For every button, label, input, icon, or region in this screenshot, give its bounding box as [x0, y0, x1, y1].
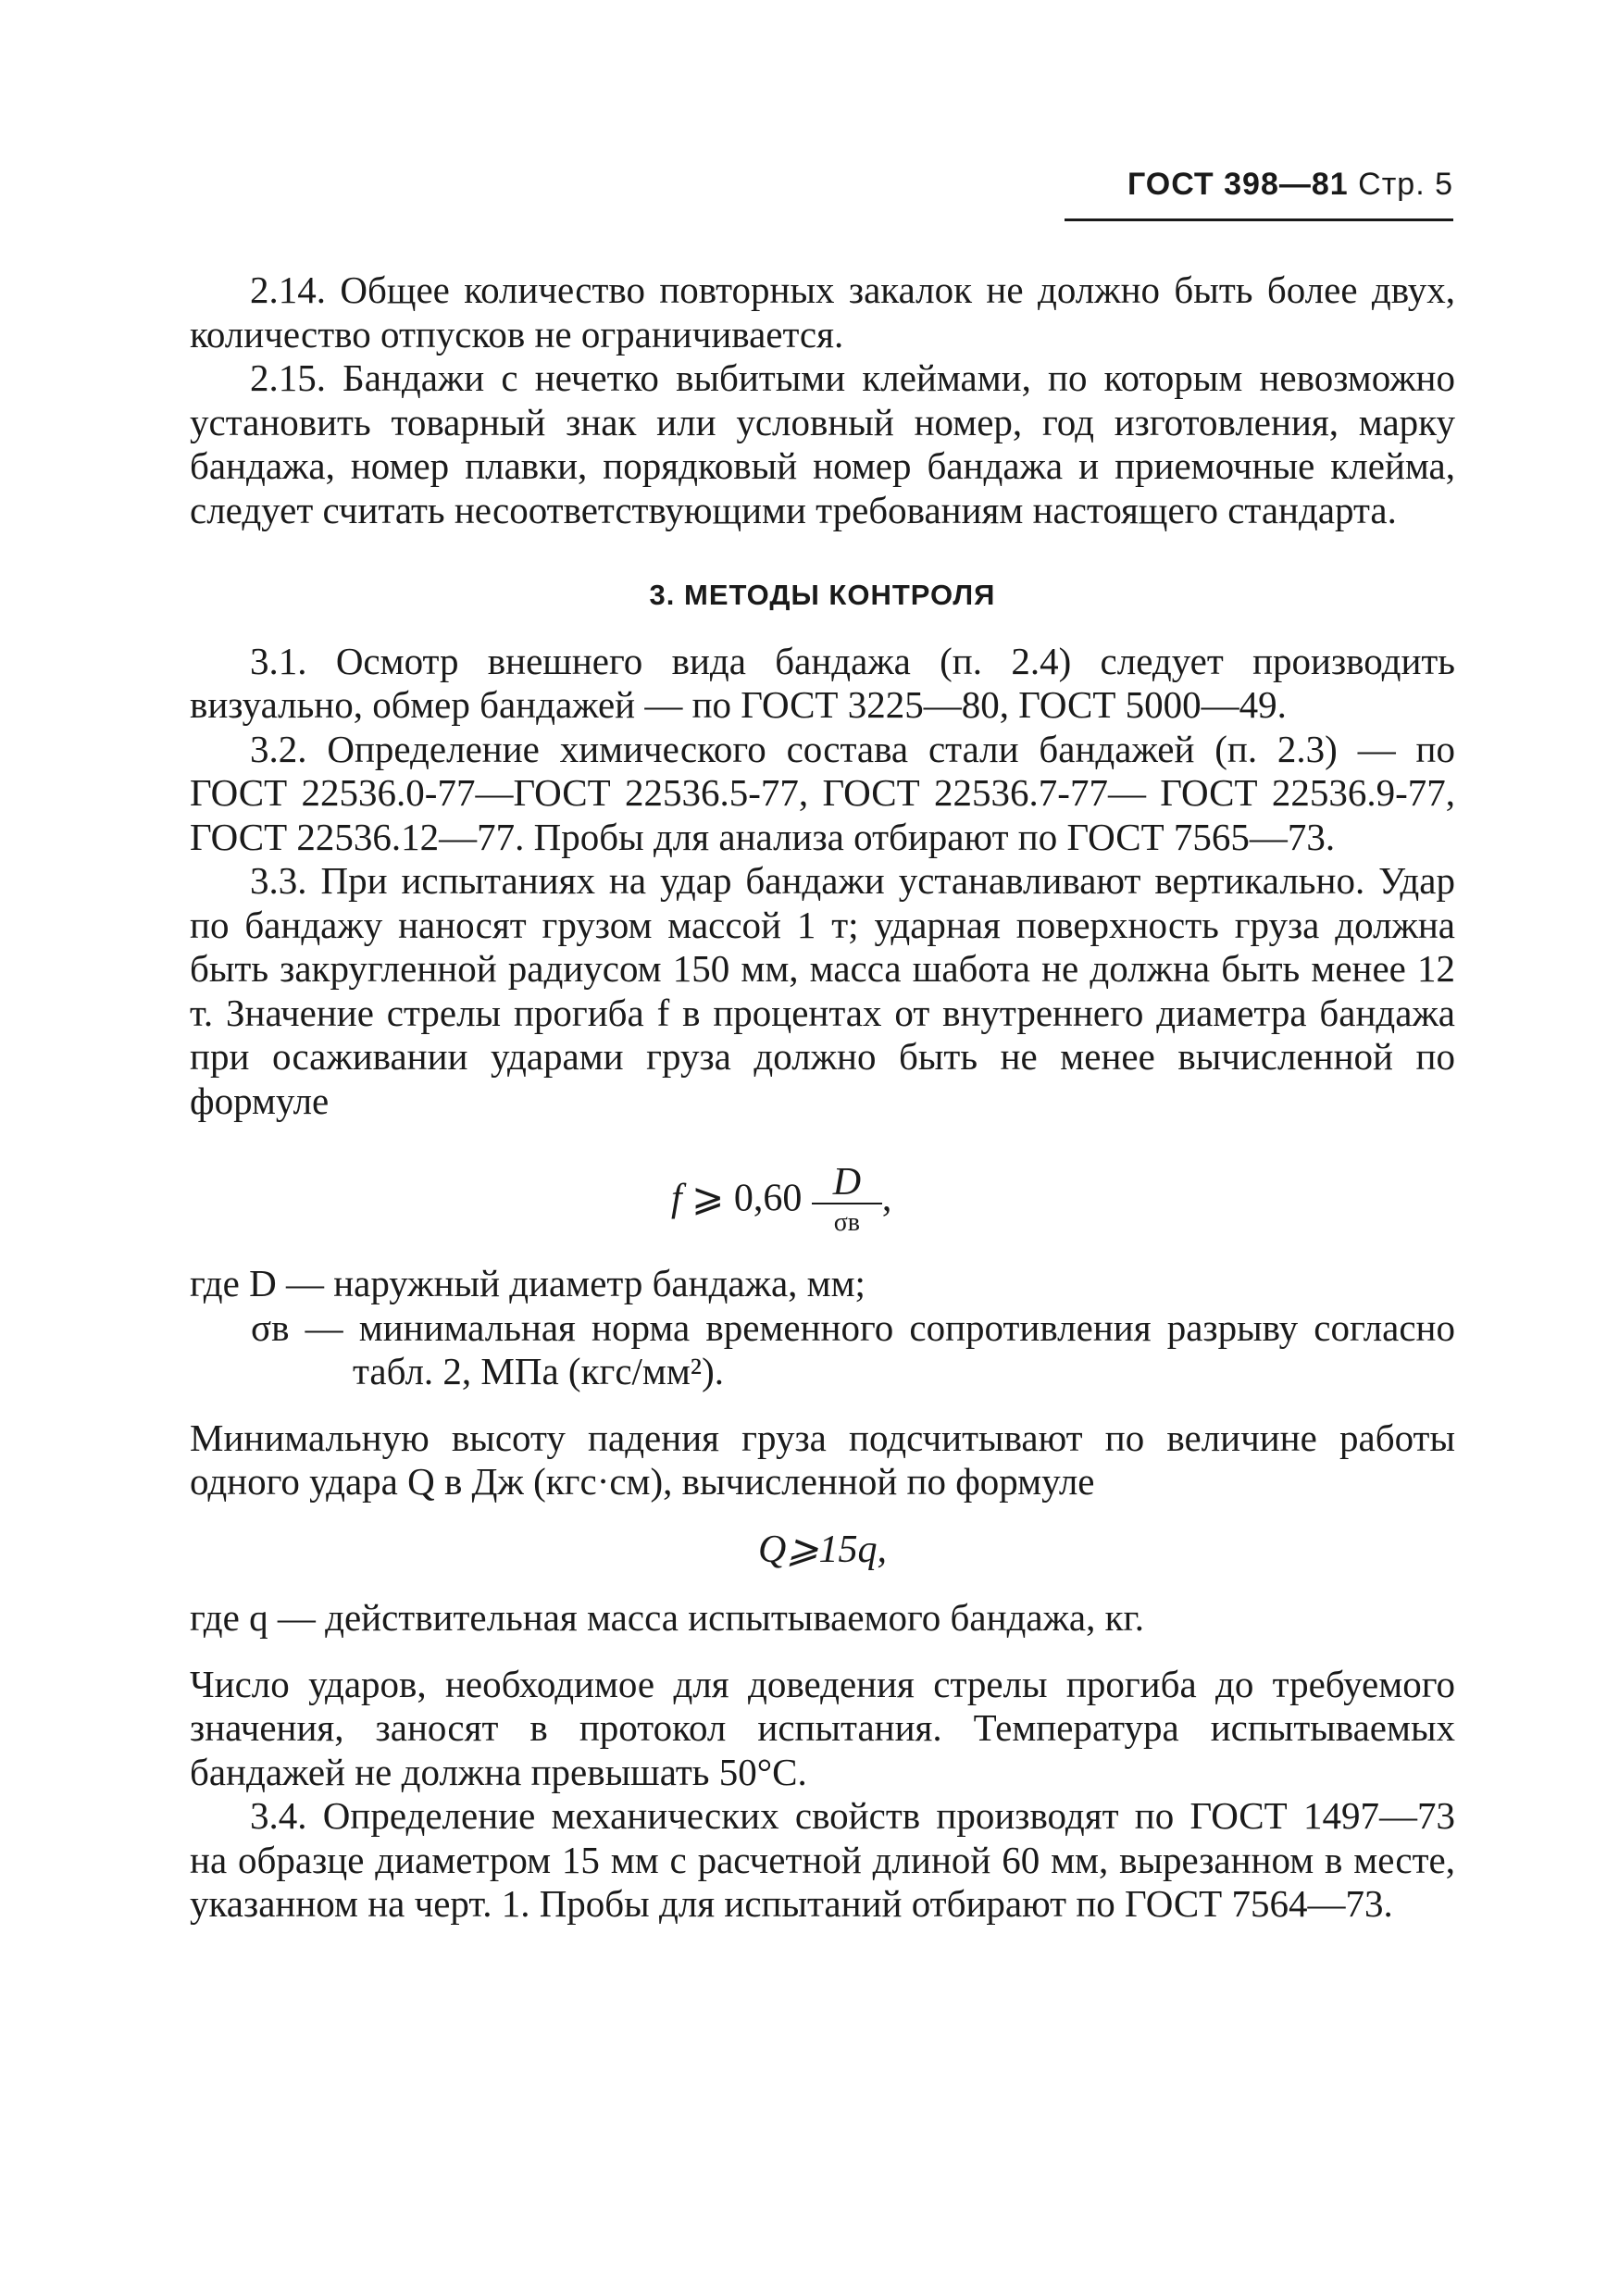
formula-fraction [812, 1162, 882, 1242]
page-header [1065, 167, 1453, 203]
formula-coefficient: 0,60 [733, 1177, 803, 1220]
spacer [190, 1641, 1455, 1663]
paragraph-impacts: Число ударов, необходимое для доведения стрелы прогиба до требуемого значения, заносят в протокол испытания. Температура испытываемых бандажей не должна превышать 50°С. [190, 1662, 1455, 1793]
paragraph-min-height: Минимальную высоту падения груза подсчитывают по величине работы одного удара Q в Дж (кгс·см), вычисленной по формуле [190, 1416, 1455, 1503]
formula-tail: , [881, 1177, 892, 1220]
paragraph-3-1: 3.1. Осмотр внешнего вида бандажа (п. 2.4) следует производить визуально, обмер бандажей — по ГОСТ 3225—80, ГОСТ 5000—49. [190, 639, 1455, 726]
paragraph-3-4: 3.4. Определение механических свойств производят по ГОСТ 1497—73 на образце диаметром 15 мм с расчетной длиной 60 мм, вырезанном в месте, указанном на черт. 1. Пробы для испытаний отбирают по ГОСТ 7564—73. [190, 1794, 1455, 1925]
paragraph-2-15: 2.15. Бандажи с нечетко выбитыми клеймами, по которым невозможно установить товарный знак или условный номер, год изготовления, марку бандажа, номер плавки, порядковый номер бандажа и приемочные клейма, следует считать несоответствующими требованиям настоящего стандарта. [190, 356, 1455, 531]
formula-impact-energy: Q⩾15q, [757, 1528, 888, 1571]
formula-deflection [190, 1151, 1455, 1240]
paragraph-3-3: 3.3. При испытаниях на удар бандажи устанавливают вертикально. Удар по бандажу наносят грузом массой 1 т; ударная поверхность груза должна быть закругленной радиусом 150 мм, масса шабота не должна быть менее 12 т. Значение стрелы прогиба f в процентах от внутреннего диаметра бандажа при осаживании ударами груза должно быть не менее вычисленной по формуле [190, 859, 1455, 1122]
paragraph-3-2: 3.2. Определение химического состава стали бандажей (п. 2.3) — по ГОСТ 22536.0-77—ГОСТ 22536.5-77, ГОСТ 22536.7-77— ГОСТ 22536.9-77, ГОСТ 22536.12—77. Пробы для анализа отбирают по ГОСТ 7565—73. [190, 727, 1455, 858]
spacer [190, 1394, 1455, 1416]
formula-denominator: σв [833, 1208, 861, 1237]
formula-relation: ⩾ [691, 1177, 725, 1220]
header-rule [1065, 218, 1453, 221]
definition-sigma: σв — минимальная норма временного сопротивления разрыву согласно табл. 2, МПа (кгс/мм²). [251, 1305, 1455, 1392]
section-title: 3. МЕТОДЫ КОНТРОЛЯ [649, 579, 996, 611]
formula-numerator: D [812, 1162, 882, 1204]
doc-number: ГОСТ 398—81 [1127, 167, 1349, 202]
document-body [190, 268, 1455, 1927]
paragraph-2-14: 2.14. Общее количество повторных закалок не должно быть более двух, количество отпусков не ограничивается. [190, 268, 1455, 356]
definition-q: где q — действительная масса испытываемого бандажа, кг. [190, 1596, 1144, 1639]
definition-D: где D — наружный диаметр бандажа, мм; [190, 1262, 866, 1304]
formula-lhs: f [671, 1177, 682, 1220]
page-label: Стр. 5 [1358, 167, 1453, 202]
